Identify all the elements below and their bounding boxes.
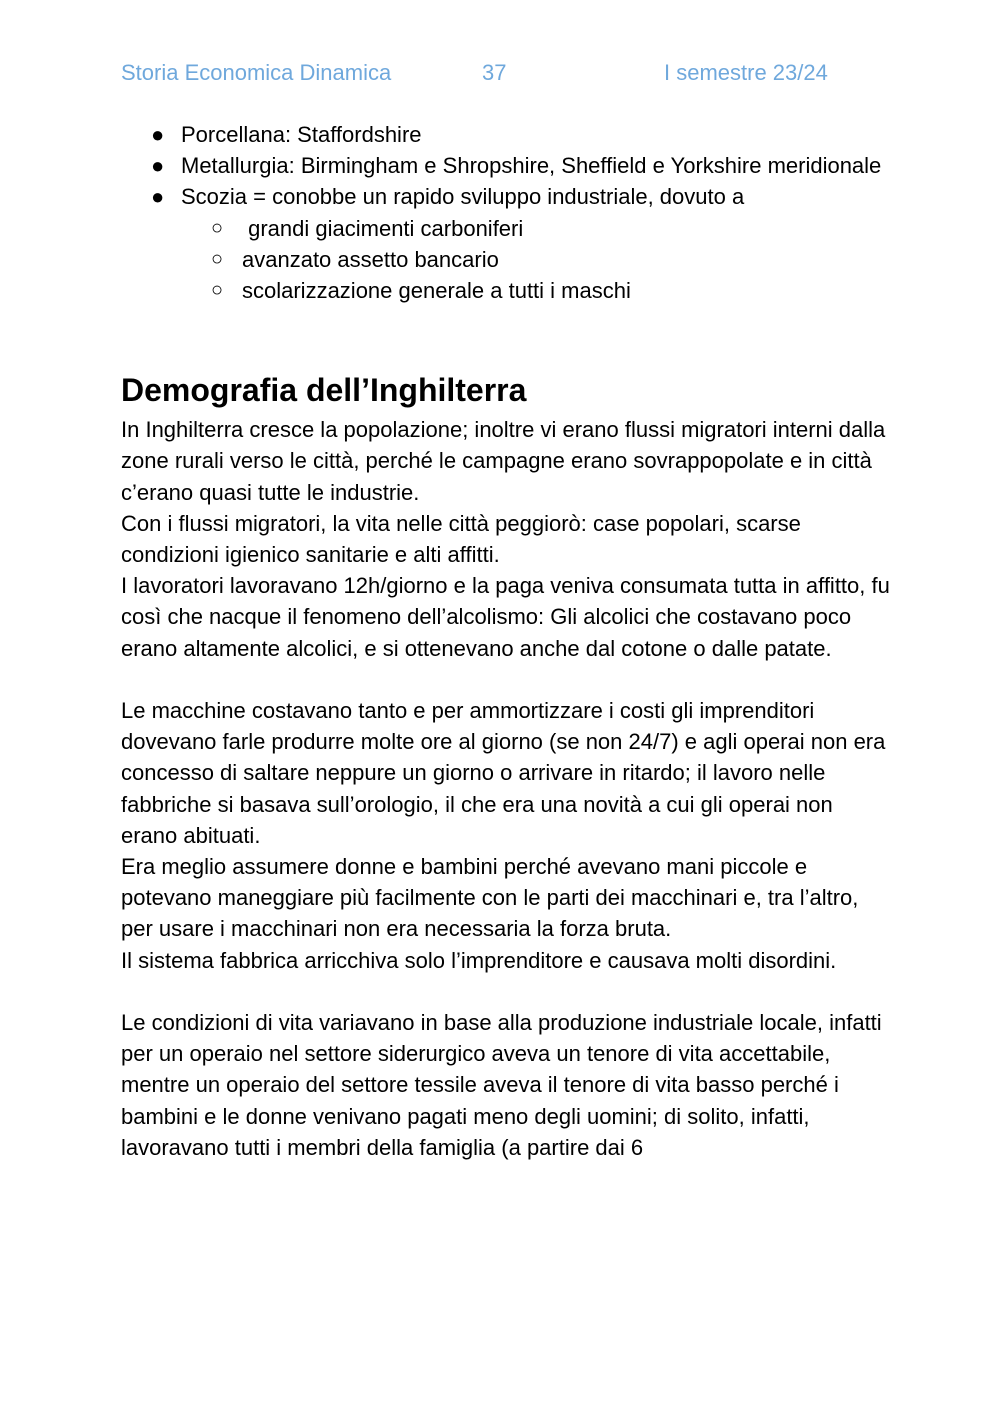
section-body (121, 414, 891, 1163)
section-heading: Demografia dell’Inghilterra (121, 372, 527, 409)
header-page-number: 37 (482, 60, 507, 85)
list-item (121, 181, 891, 212)
bullet-icon: ● (151, 184, 165, 210)
paragraph: Le condizioni di vita variavano in base alla produzione industriale locale, infatti per un operaio nel settore siderurgico aveva un tenore di vita accettabile, mentre un operaio del settore tessile aveva il tenore di vita basso perché i bambini e le donne venivano pagati meno degli uomini; di solito, infatti, lavoravano tutti i membri della famiglia (a partire dai 6 (121, 1010, 882, 1160)
paragraph: Le macchine costavano tanto e per ammortizzare i costi gli imprenditori dovevano farle produrre molte ore al giorno (se non 24/7) e agli operai non era concesso di saltare neppure un giorno o arrivare in ritardo; il lavoro nelle fabbriche si basava sull’orologio, il che era una novità a cui gli operai non erano abituati. (121, 698, 886, 848)
list-item (121, 119, 891, 150)
sublist-item (121, 275, 891, 306)
bullet-icon: ● (151, 153, 165, 179)
list-item-text: Metallurgia: Birmingham e Shropshire, Sheffield e Yorkshire meridionale (181, 153, 882, 179)
sublist-item (121, 244, 891, 275)
paragraph: Il sistema fabbrica arricchiva solo l’imprenditore e causava molti disordini. (121, 947, 837, 973)
list-item (121, 150, 891, 181)
scotland-sublist (121, 213, 891, 307)
sublist-item (121, 213, 891, 244)
paragraph-spacer (121, 976, 891, 1007)
paragraph: I lavoratori lavoravano 12h/giorno e la paga veniva consumata tutta in affitto, fu così che nacque il fenomeno dell’alcolismo: Gli alcolici che costavano poco erano altamente alcolici, e si ottenevano anche dal cotone o dalle patate. (121, 573, 890, 661)
industry-list (121, 119, 891, 213)
circle-bullet-icon: ○ (211, 247, 224, 270)
page-content (121, 119, 891, 1163)
paragraph-spacer (121, 664, 891, 695)
header-course-title: Storia Economica Dinamica (121, 60, 392, 85)
sublist-item-text: scolarizzazione generale a tutti i maschi (242, 278, 631, 304)
bullet-icon: ● (151, 122, 165, 147)
list-item-text: Porcellana: Staffordshire (181, 122, 422, 147)
page-header (0, 60, 1000, 90)
paragraph: Con i flussi migratori, la vita nelle città peggiorò: case popolari, scarse condizioni igienico sanitarie e alti affitti. (121, 510, 801, 568)
sublist-item-text: avanzato assetto bancario (242, 246, 499, 272)
paragraph: In Inghilterra cresce la popolazione; inoltre vi erano flussi migratori interni dalla zone rurali verso le città, perché le campagne erano sovrappopolate e in città c’erano quasi tutte le industrie. (121, 417, 886, 505)
header-semester: I semestre 23/24 (664, 60, 828, 85)
paragraph: Era meglio assumere donne e bambini perché avevano mani piccole e potevano maneggiare più facilmente con le parti dei macchinari e, tra l’altro, per usare i macchinari non era necessaria la forza bruta. (121, 854, 859, 942)
circle-bullet-icon: ○ (211, 216, 224, 239)
list-item-text: Scozia = conobbe un rapido sviluppo industriale, dovuto a (181, 184, 745, 210)
circle-bullet-icon: ○ (211, 279, 224, 302)
sublist-item-text: grandi giacimenti carboniferi (242, 215, 524, 241)
